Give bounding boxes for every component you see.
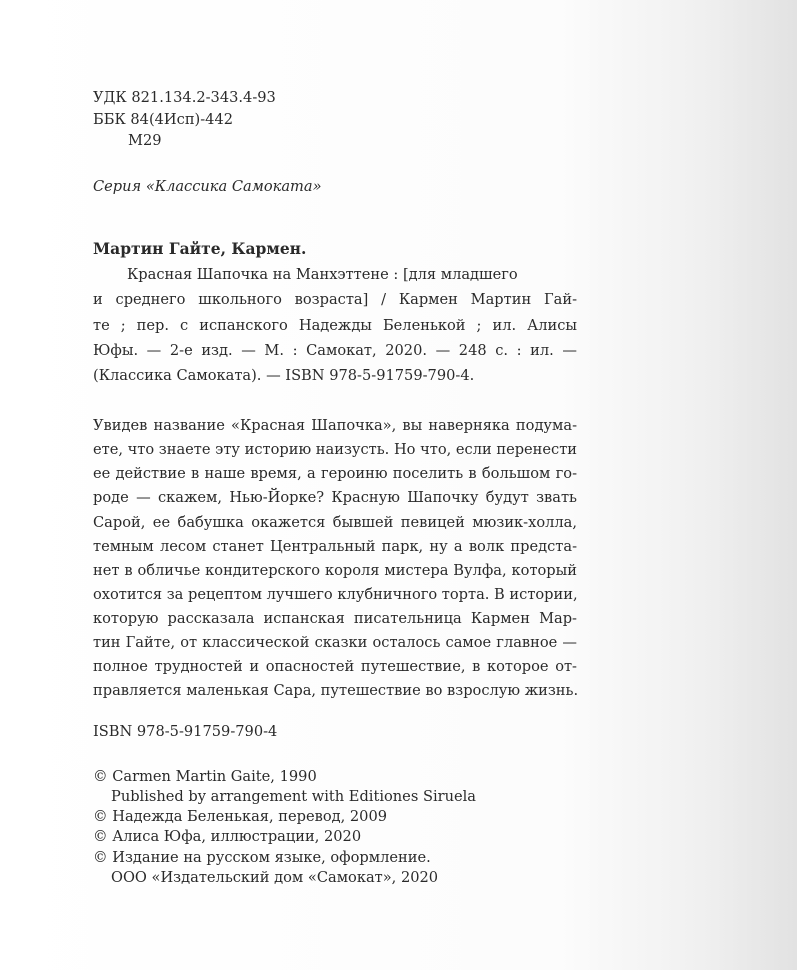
annotation-line: охотится за рецептом лучшего клубничного торта. В истории, (93, 586, 578, 603)
annotation-line: правляется маленькая Сара, путешествие во взрослую жизнь. (93, 682, 579, 699)
bibliographic-line: (Классика Самоката). — ISBN 978-5-91759-790-4. (93, 367, 475, 384)
bibliographic-line: Красная Шапочка на Манхэттене : [для младшего (127, 266, 518, 283)
annotation-line: Увидев название «Красная Шапочка», вы наверняка подума- (93, 417, 577, 434)
annotation-line: нет в обличье кондитерского короля мистера Вулфа, который (93, 562, 577, 579)
bibliographic-line: и среднего школьного возраста] / Кармен Мартин Гай- (93, 291, 577, 308)
annotation-line: ете, что знаете эту историю наизусть. Но что, если перенести (93, 441, 578, 458)
copyright-line: Published by arrangement with Editiones Siruela (111, 788, 476, 805)
isbn: ISBN 978-5-91759-790-4 (93, 723, 278, 740)
annotation-line: которую рассказала испанская писательница Кармен Мар- (93, 610, 577, 627)
annotation-line: роде — скажем, Нью-Йорке? Красную Шапочку будут звать (93, 489, 577, 506)
copyright-line: ООО «Издательский дом «Самокат», 2020 (111, 869, 439, 886)
copyright-line: © Надежда Беленькая, перевод, 2009 (93, 808, 388, 825)
annotation-line: тин Гайте, от классической сказки осталось самое главное — (93, 634, 577, 651)
bbk-code: ББК 84(4Исп)-442 (93, 111, 234, 128)
bibliographic-line: Юфы. — 2-е изд. — М. : Самокат, 2020. — 248 с. : ил. — (93, 342, 577, 359)
udk-code: УДК 821.134.2-343.4-93 (93, 89, 276, 106)
annotation-line: Сарой, ее бабушка окажется бывшей певицей мюзик-холла, (93, 514, 577, 531)
copyright-line: © Алиса Юфа, иллюстрации, 2020 (93, 828, 362, 845)
bibliographic-heading: Мартин Гайте, Кармен. (93, 239, 307, 258)
copyright-line: © Издание на русском языке, оформление. (93, 849, 431, 866)
series-title: Серия «Классика Самоката» (93, 178, 322, 195)
author-mark: М29 (128, 132, 162, 149)
bibliographic-line: те ; пер. с испанского Надежды Беленькой ; ил. Алисы (93, 317, 577, 334)
annotation-line: темным лесом станет Центральный парк, ну а волк предста- (93, 538, 577, 555)
annotation-line: ее действие в наше время, а героиню поселить в большом го- (93, 465, 577, 482)
copyright-line: © Carmen Martin Gaite, 1990 (93, 768, 317, 785)
annotation-line: полное трудностей и опасностей путешествие, в которое от- (93, 658, 577, 675)
